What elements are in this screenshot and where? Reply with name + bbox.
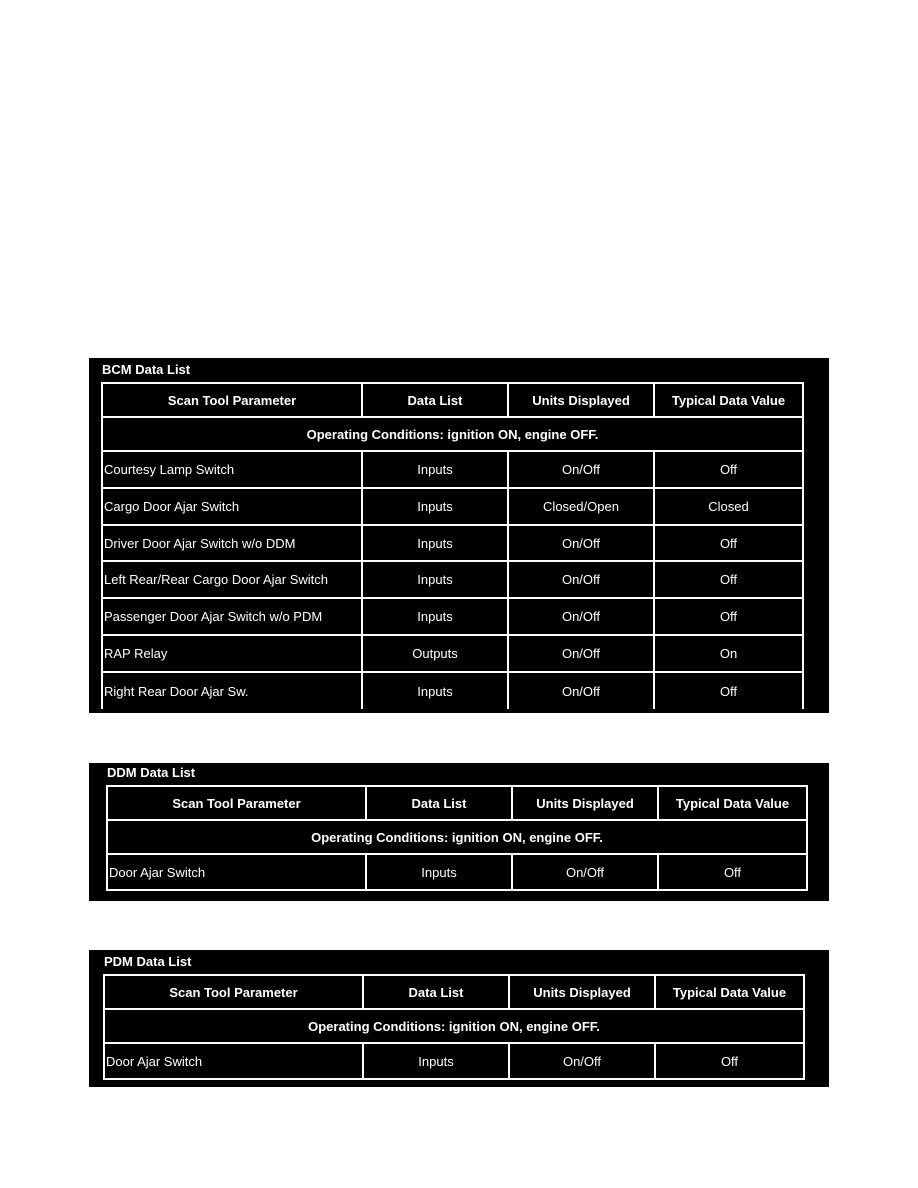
operating-conditions: Operating Conditions: ignition ON, engine OFF.: [107, 820, 807, 854]
operating-conditions: Operating Conditions: ignition ON, engine OFF.: [102, 417, 803, 451]
table-row: [102, 635, 803, 672]
condition-row: [104, 1009, 804, 1043]
typical-value-cell: Off: [654, 672, 803, 709]
table-row: [102, 672, 803, 709]
header-scan-tool-parameter: Scan Tool Parameter: [107, 786, 366, 820]
typical-value-cell: On: [654, 635, 803, 672]
units-cell: On/Off: [508, 451, 654, 488]
units-cell: On/Off: [508, 598, 654, 635]
header-scan-tool-parameter: Scan Tool Parameter: [102, 383, 362, 417]
data-list-cell: Inputs: [362, 598, 508, 635]
header-data-list: Data List: [363, 975, 509, 1009]
bcm-table: [101, 382, 804, 709]
table-row: [104, 1043, 804, 1079]
typical-value-cell: Off: [654, 525, 803, 561]
units-cell: Closed/Open: [508, 488, 654, 525]
data-list-cell: Inputs: [362, 488, 508, 525]
ddm-table: [106, 785, 808, 891]
table-row: [107, 854, 807, 890]
pdm-table: [103, 974, 805, 1080]
table-header-row: [104, 975, 804, 1009]
pdm-panel-title: PDM Data List: [104, 954, 192, 969]
ddm-data-list-panel: [89, 763, 829, 901]
parameter-cell: Door Ajar Switch: [104, 1043, 363, 1079]
ddm-panel-title: DDM Data List: [107, 765, 196, 780]
parameter-cell: Door Ajar Switch: [107, 854, 366, 890]
condition-row: [102, 417, 803, 451]
table-row: [102, 598, 803, 635]
table-header-row: [102, 383, 803, 417]
parameter-cell: Driver Door Ajar Switch w/o DDM: [102, 525, 362, 561]
units-cell: On/Off: [508, 561, 654, 598]
typical-value-cell: Off: [658, 854, 807, 890]
data-list-cell: Inputs: [363, 1043, 509, 1079]
header-typical-data-value: Typical Data Value: [655, 975, 804, 1009]
table-row: [102, 561, 803, 598]
table-header-row: [107, 786, 807, 820]
data-list-cell: Inputs: [362, 525, 508, 561]
data-list-cell: Inputs: [362, 451, 508, 488]
units-cell: On/Off: [508, 672, 654, 709]
operating-conditions: Operating Conditions: ignition ON, engine OFF.: [104, 1009, 804, 1043]
data-list-cell: Outputs: [362, 635, 508, 672]
header-data-list: Data List: [362, 383, 508, 417]
typical-value-cell: Off: [654, 561, 803, 598]
condition-row: [107, 820, 807, 854]
parameter-cell: Passenger Door Ajar Switch w/o PDM: [102, 598, 362, 635]
header-scan-tool-parameter: Scan Tool Parameter: [104, 975, 363, 1009]
typical-value-cell: Off: [655, 1043, 804, 1079]
data-list-cell: Inputs: [366, 854, 512, 890]
table-row: [102, 451, 803, 488]
data-list-cell: Inputs: [362, 561, 508, 598]
header-units-displayed: Units Displayed: [509, 975, 655, 1009]
header-typical-data-value: Typical Data Value: [654, 383, 803, 417]
parameter-cell: RAP Relay: [102, 635, 362, 672]
header-typical-data-value: Typical Data Value: [658, 786, 807, 820]
header-units-displayed: Units Displayed: [508, 383, 654, 417]
units-cell: On/Off: [508, 635, 654, 672]
typical-value-cell: Off: [654, 451, 803, 488]
bcm-panel-title: BCM Data List: [102, 362, 191, 377]
header-data-list: Data List: [366, 786, 512, 820]
units-cell: On/Off: [508, 525, 654, 561]
data-list-cell: Inputs: [362, 672, 508, 709]
table-row: [102, 525, 803, 561]
parameter-cell: Courtesy Lamp Switch: [102, 451, 362, 488]
header-units-displayed: Units Displayed: [512, 786, 658, 820]
typical-value-cell: Off: [654, 598, 803, 635]
units-cell: On/Off: [512, 854, 658, 890]
units-cell: On/Off: [509, 1043, 655, 1079]
parameter-cell: Cargo Door Ajar Switch: [102, 488, 362, 525]
parameter-cell: Left Rear/Rear Cargo Door Ajar Switch: [102, 561, 362, 598]
typical-value-cell: Closed: [654, 488, 803, 525]
table-row: [102, 488, 803, 525]
parameter-cell: Right Rear Door Ajar Sw.: [102, 672, 362, 709]
bcm-data-list-panel: [89, 358, 829, 713]
pdm-data-list-panel: [89, 950, 829, 1087]
